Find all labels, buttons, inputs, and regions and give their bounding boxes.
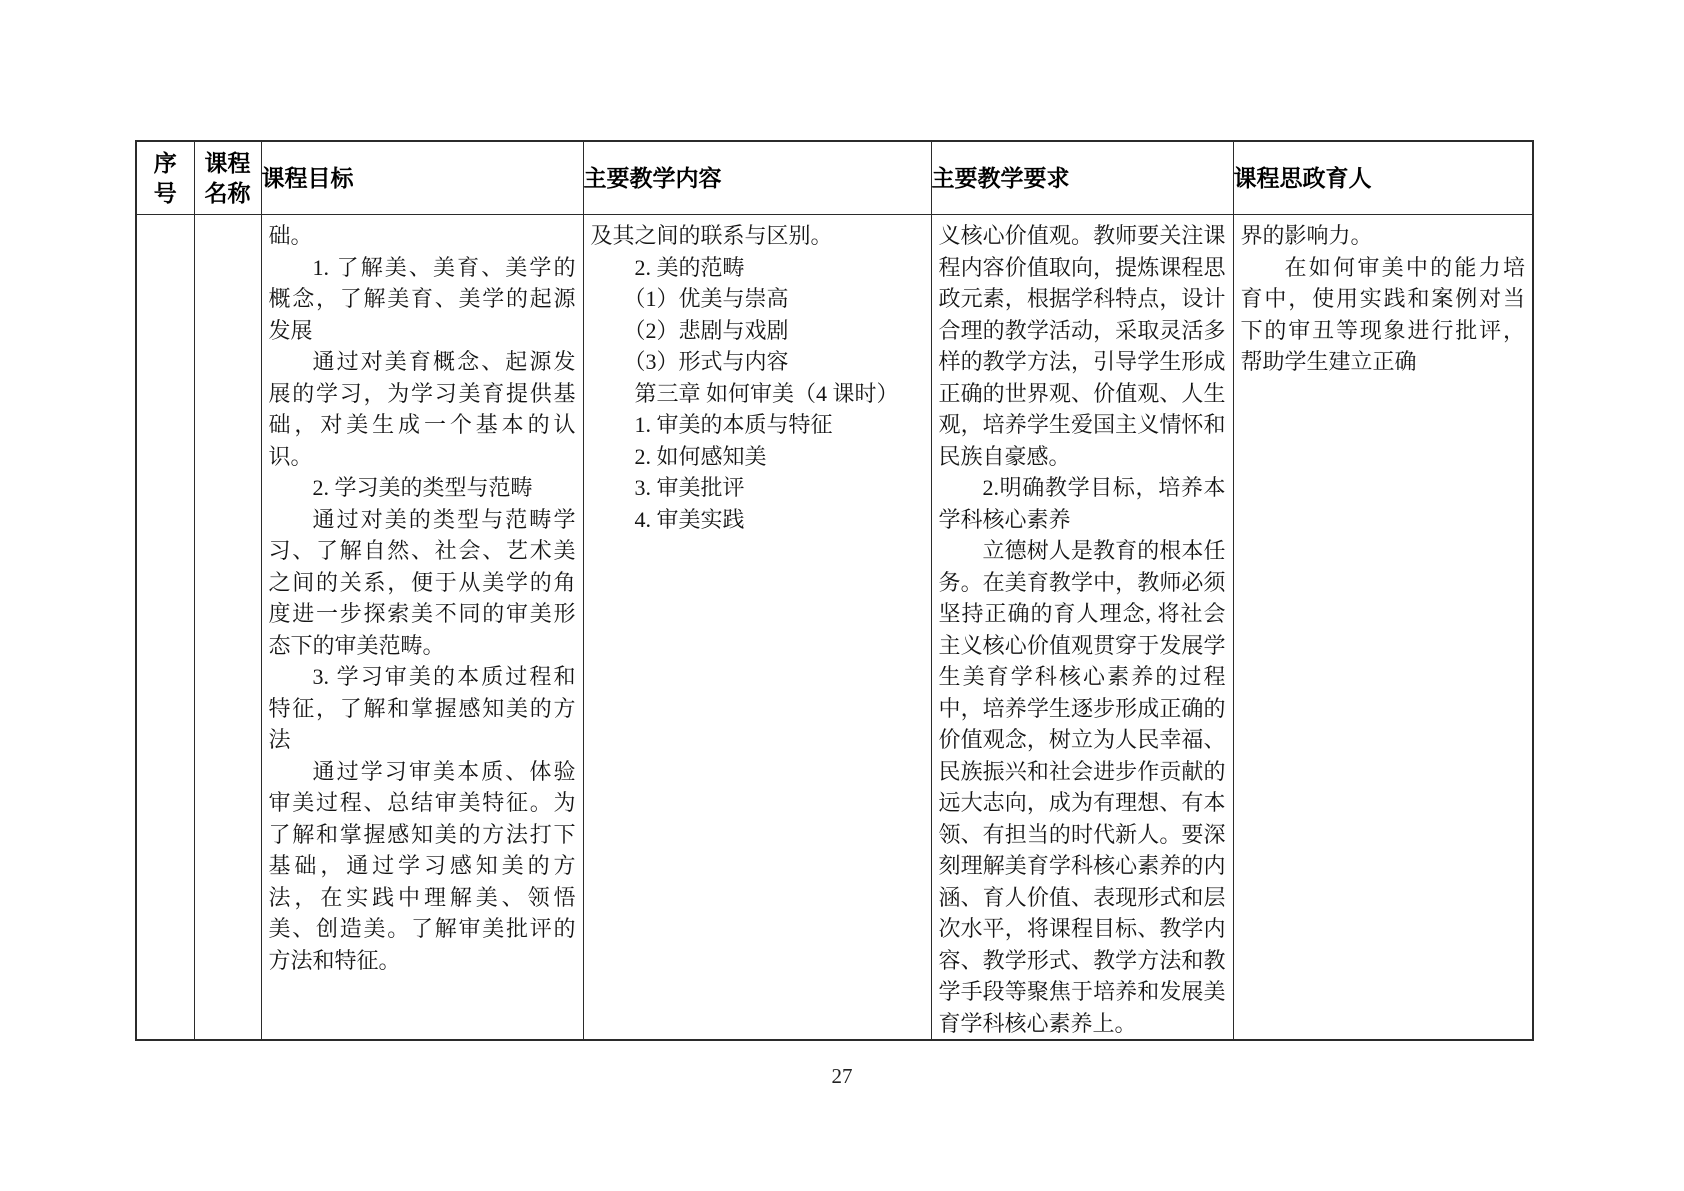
paragraph: 通过学习审美本质、体验审美过程、总结审美特征。为了解和掌握感知美的方法打下基础，通过学习感知美的方法，在实践中理解美、领悟美、创造美。了解审美批评的方法和特征。 [268, 758, 576, 973]
header-teaching-requirements-label: 主要教学要求 [931, 165, 1070, 191]
header-col-teaching-content [583, 141, 931, 215]
cell-ideology [1233, 215, 1533, 1041]
paragraph: 第三章 如何审美（4 课时） [634, 380, 899, 406]
paragraph: 界的影响力。 [1240, 223, 1373, 248]
header-objectives-label: 课程目标 [261, 165, 354, 191]
cell-course-name [194, 215, 261, 1041]
paragraph: 3. 审美批评 [634, 475, 745, 500]
header-col-number [136, 141, 194, 215]
paragraph: （3）形式与内容 [623, 349, 789, 374]
header-col-ideology [1233, 141, 1533, 215]
cell-teaching-content [583, 215, 931, 1041]
paragraph: （1）优美与崇高 [623, 286, 789, 311]
header-course-name-line1: 课程 [204, 150, 251, 176]
header-teaching-content-label: 主要教学内容 [583, 165, 722, 191]
paragraph: （2）悲剧与戏剧 [623, 317, 789, 343]
paragraph: 义核心价值观。教师要关注课程内容价值取向，提炼课程思政元素，根据学科特点，设计合理的教学活动，采取灵活多样的教学方法，引导学生形成正确的世界观、价值观、人生观，培养学生爱国主义情怀和民族自豪感。 [938, 223, 1226, 469]
paragraph: 础。 [268, 223, 313, 248]
paragraph: 2. 美的范畴 [634, 254, 745, 280]
header-number-line1: 序 [153, 150, 177, 176]
header-number-line2: 号 [153, 180, 177, 206]
cell-teaching-requirements [931, 215, 1233, 1041]
cell-objectives [261, 215, 583, 1041]
paragraph: 4. 审美实践 [634, 506, 745, 532]
cell-number [136, 215, 194, 1041]
paragraph: 1. 审美的本质与特征 [634, 412, 833, 437]
header-ideology-label: 课程思政育人 [1233, 165, 1372, 191]
header-col-objectives [261, 141, 583, 215]
paragraph: 2. 如何感知美 [634, 443, 767, 469]
paragraph: 2.明确教学目标，培养本学科核心素养 [938, 475, 1226, 532]
paragraph: 在如何审美中的能力培育中，使用实践和案例对当下的审丑等现象进行批评，帮助学生建立正确 [1240, 254, 1525, 374]
header-course-name-line2: 名称 [204, 180, 251, 206]
header-col-teaching-requirements [931, 141, 1233, 215]
paragraph: 通过对美的类型与范畴学习、了解自然、社会、艺术美之间的关系，便于从美学的角度进一步探索美不同的审美形态下的审美范畴。 [268, 506, 576, 658]
paragraph: 3. 学习审美的本质过程和特征，了解和掌握感知美的方法 [268, 664, 576, 752]
table-header-row [136, 141, 1533, 215]
paragraph: 通过对美育概念、起源发展的学习，为学习美育提供基础，对美生成一个基本的认识。 [268, 349, 576, 469]
paragraph: 立德树人是教育的根本任务。在美育教学中，教师必须坚持正确的育人理念, 将社会主义核心价值观贯穿于发展学生美育学科核心素养的过程中，培养学生逐步形成正确的价值观念，树立为人民幸福、民族振兴和社会进步作贡献的远大志向，成为有理想、有本领、有担当的时代新人。要深刻理解美育学科核心素养的内涵、育人价值、表现形式和层次水平，将课程目标、教学内容、教学形式、教学方法和教学手段等聚焦于培养和发展美育学科核心素养上。 [938, 538, 1226, 1036]
header-col-course-name [194, 141, 261, 215]
table-body-row [136, 215, 1533, 1041]
syllabus-table [135, 140, 1534, 1041]
page-number: 27 [831, 1064, 853, 1088]
paragraph: 及其之间的联系与区别。 [590, 223, 833, 248]
paragraph: 2. 学习美的类型与范畴 [312, 475, 533, 500]
paragraph: 1. 了解美、美育、美学的概念，了解美育、美学的起源发展 [268, 254, 576, 343]
